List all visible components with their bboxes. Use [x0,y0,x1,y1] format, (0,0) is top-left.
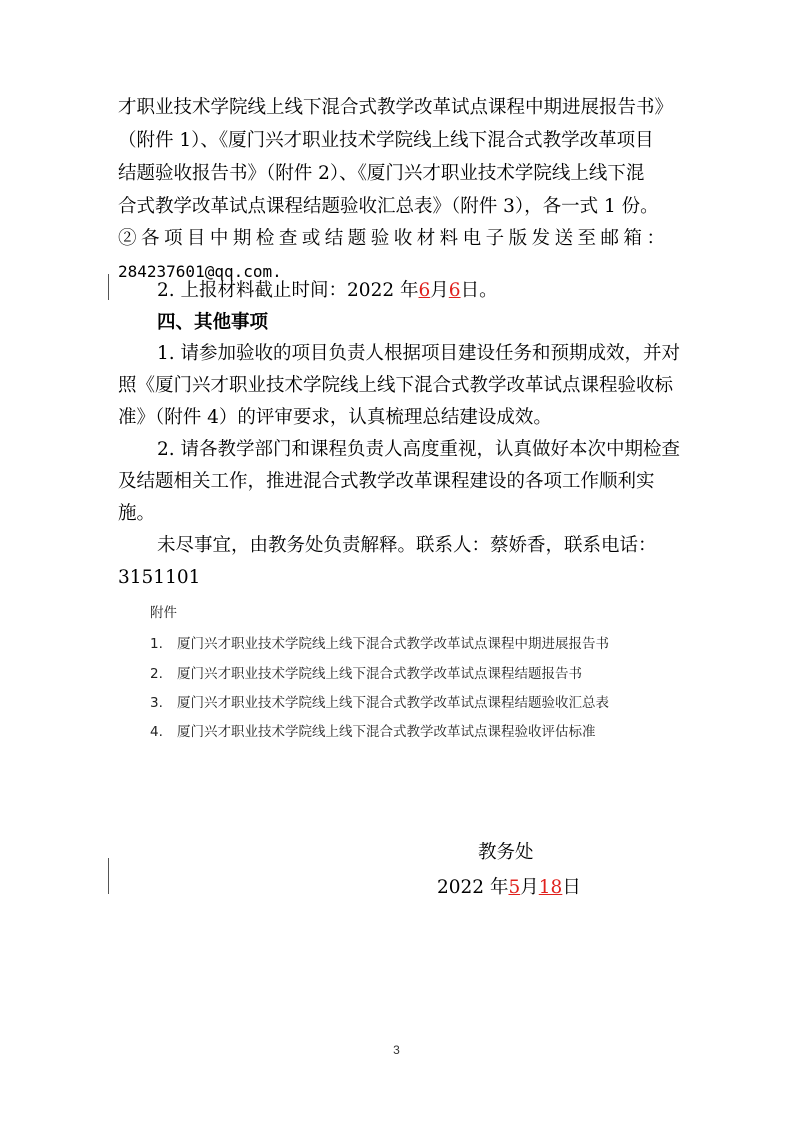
issue-date-prefix: 2022 年 [437,877,509,898]
issuing-office: 教务处 [478,842,534,863]
attachments-title: 附件 [150,605,177,621]
section-heading: 四、其他事项 [157,312,269,333]
page-number: 3 [393,1043,400,1057]
deadline-line [157,277,498,305]
body-line: 照《厦门兴才职业技术学院线上线下混合式教学改革试点课程验收标 [118,375,674,396]
deadline-month-unit: 月 [430,280,449,301]
revision-mark [108,274,109,300]
issue-date-day-unit: 日 [562,877,581,898]
attachment-title: 厦门兴才职业技术学院线上线下混合式教学改革试点课程中期进展报告书 [177,636,609,652]
issue-date [437,874,581,902]
revision-mark [108,858,109,894]
body-line: 准》（附件 4）的评审要求，认真梳理总结建设成效。 [118,407,552,428]
deadline-prefix: 2. 上报材料截止时间：2022 年 [157,280,419,301]
issue-date-month: 5 [508,877,521,898]
body-line: ②各项目中期检查或结题验收材料电子版发送至邮箱： [118,228,665,249]
issue-date-day: 18 [538,877,563,898]
attachment-title: 厦门兴才职业技术学院线上线下混合式教学改革试点课程验收评估标准 [177,724,596,740]
body-line: 及结题相关工作，推进混合式教学改革课程建设的各项工作顺利实 [118,471,655,492]
deadline-day-unit: 日。 [460,280,498,301]
contact-line: 未尽事宜，由教务处负责解释。联系人：蔡娇香，联系电话： [157,535,657,556]
issue-date-month-unit: 月 [520,877,539,898]
deadline-month: 6 [418,280,431,301]
attachment-title: 厦门兴才职业技术学院线上线下混合式教学改革试点课程结题验收汇总表 [177,695,609,711]
email-address: 284237601@qq.com. [118,262,282,281]
body-line: 2. 请各教学部门和课程负责人高度重视，认真做好本次中期检查 [157,439,681,460]
body-line: 才职业技术学院线上线下混合式教学改革试点课程中期进展报告书》 [118,97,674,118]
body-line: 施。 [118,503,156,524]
body-line: 合式教学改革试点课程结题验收汇总表》（附件 3），各一式 1 份。 [118,196,659,217]
deadline-day: 6 [448,280,461,301]
attachment-title: 厦门兴才职业技术学院线上线下混合式教学改革试点课程结题报告书 [177,666,582,682]
attachment-number: 3. [150,695,163,711]
contact-phone: 3151101 [118,567,201,588]
body-line: 1. 请参加验收的项目负责人根据项目建设任务和预期成效，并对 [157,343,681,364]
attachment-number: 2. [150,666,163,682]
body-line: （附件 1）、《厦门兴才职业技术学院线上线下混合式教学改革项目 [118,130,654,151]
attachment-number: 4. [150,724,163,740]
body-line: 结题验收报告书》（附件 2）、《厦门兴才职业技术学院线上线下混 [118,163,645,184]
attachment-number: 1. [150,636,163,652]
